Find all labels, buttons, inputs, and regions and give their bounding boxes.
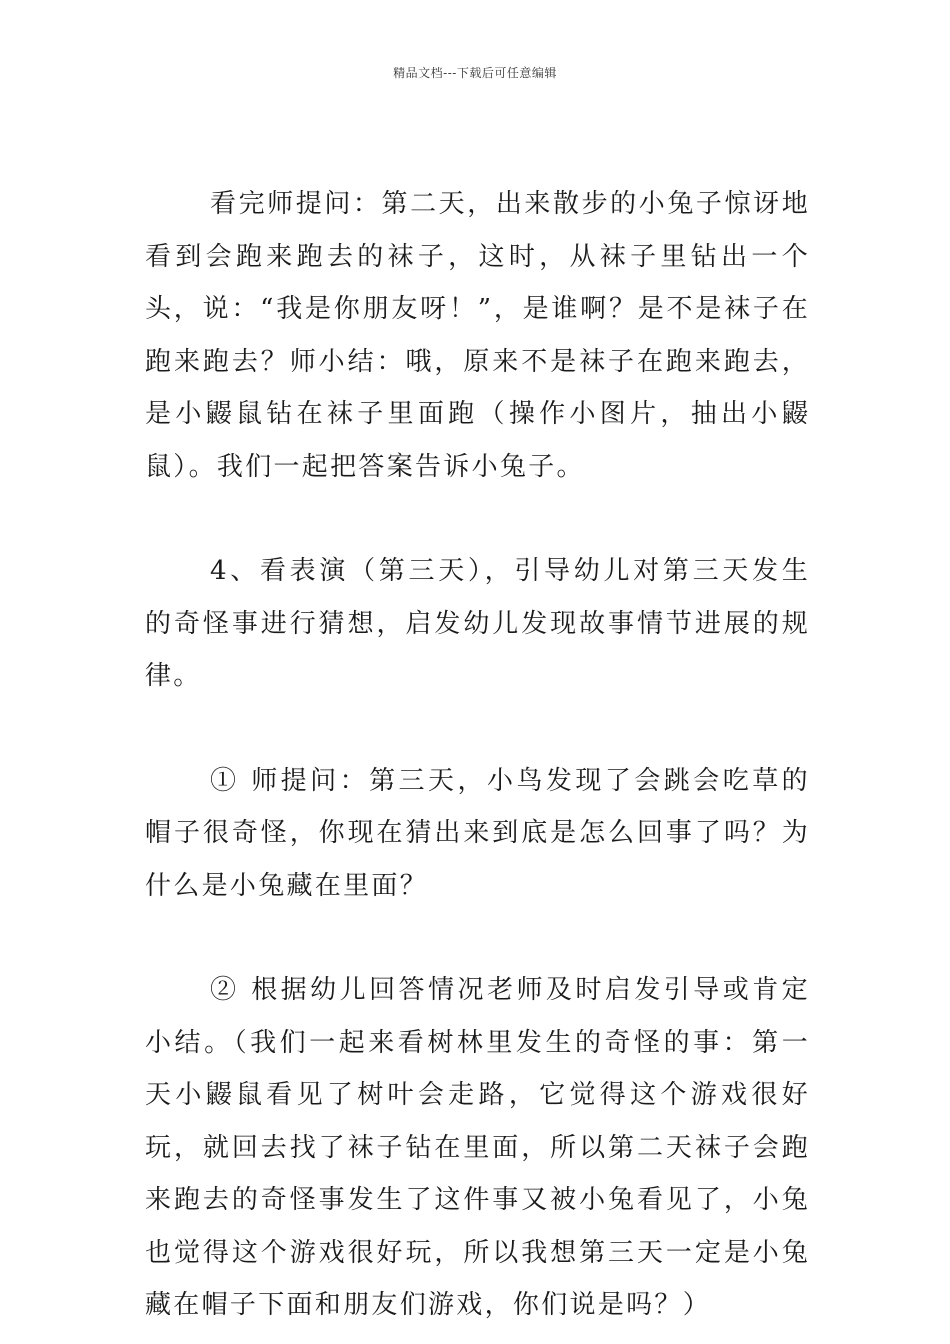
paragraph-day-two: 看完师提问：第二天，出来散步的小兔子惊讶地看到会跑来跑去的袜子，这时，从袜子里钻出一个头，说：“我是你朋友呀！”，是谁啊？是不是袜子在跑来跑去？师小结：哦，原来不是袜子在跑来跑去，是小鼹鼠钻在袜子里面跑（操作小图片，抽出小鼹鼠）。我们一起把答案告诉小兔子。 xyxy=(145,189,810,482)
paragraph-question-one: ① 师提问：第三天，小鸟发现了会跳会吃草的帽子很奇怪，你现在猜出来到底是怎么回事了吗？为什么是小兔藏在里面？ xyxy=(145,765,810,901)
paragraph-step-four: 4、看表演（第三天），引导幼儿对第三天发生的奇怪事进行猜想，启发幼儿发现故事情节进展的规律。 xyxy=(145,556,810,691)
paragraph-summary-two: ② 根据幼儿回答情况老师及时启发引导或肯定小结。（我们一起来看树林里发生的奇怪的事：第一天小鼹鼠看见了树叶会走路，它觉得这个游戏很好玩，就回去找了袜子钻在里面，所以第二天袜子会跑来跑去的奇怪事发生了这件事又被小兔看见了，小兔也觉得这个游戏很好玩，所以我想第三天一定是小兔藏在帽子下面和朋友们游戏，你们说是吗？） xyxy=(145,975,810,1320)
paragraph-spacer xyxy=(145,703,810,755)
paragraph-spacer xyxy=(145,912,810,964)
document-body xyxy=(145,178,810,1332)
page-header: 精品文档---下载后可任意编辑 xyxy=(393,66,557,80)
paragraph-spacer xyxy=(145,493,810,545)
